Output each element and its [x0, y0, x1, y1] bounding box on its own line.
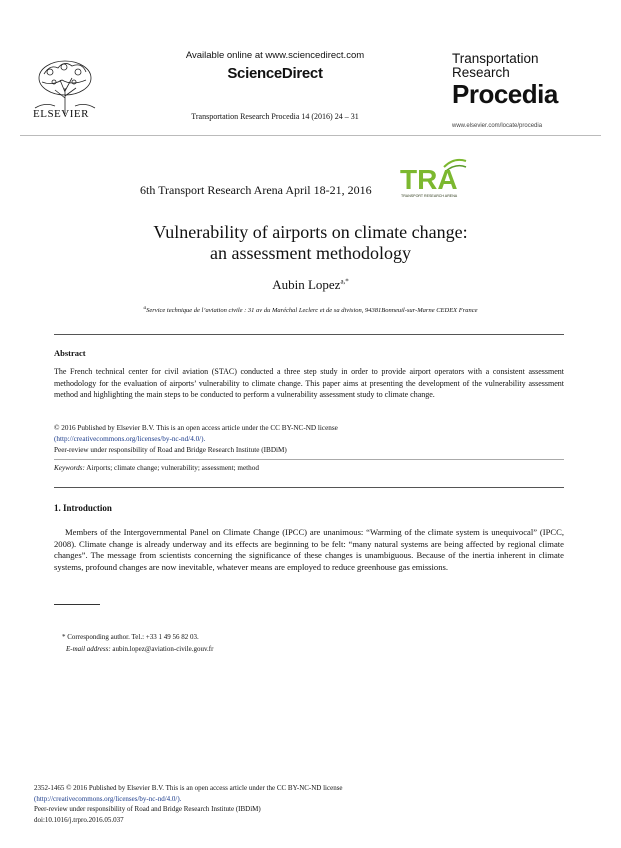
author-name: Aubin Lopez	[272, 277, 341, 292]
footer-doi[interactable]: doi:10.1016/j.trpro.2016.05.037	[34, 815, 124, 824]
abstract-top-rule	[54, 334, 564, 335]
keywords	[54, 464, 259, 472]
procedia-logo	[452, 52, 592, 108]
license-line-1: © 2016 Published by Elsevier B.V. This is an open access article under the CC BY-NC-ND license	[54, 424, 338, 432]
sciencedirect-brand: ScienceDirect	[227, 65, 323, 82]
elsevier-wordmark: ELSEVIER	[33, 108, 89, 120]
section-heading-introduction: 1. Introduction	[54, 503, 112, 513]
license-line-3: Peer-review under responsibility of Road and Bridge Research Institute (IBDiM)	[54, 446, 287, 454]
journal-reference: Transportation Research Procedia 14 (2016) 24 – 31	[191, 112, 359, 121]
tra-logo	[400, 153, 468, 205]
keywords-text: Airports; climate change; vulnerability; assessment; method	[84, 464, 259, 472]
title-line-1: Vulnerability of airports on climate change:	[153, 222, 468, 242]
tra-logo-text: TRA	[400, 164, 458, 195]
title-line-2: an assessment methodology	[210, 243, 411, 263]
tra-logo-subtext: TRANSPORT RESEARCH ARENA	[401, 194, 458, 198]
affiliation-mark: a	[143, 305, 147, 311]
introduction-paragraph: Members of the Intergovernmental Panel on Climate Change (IPCC) are unanimous: “Warming of the climate system is unequivocal” (IPCC, 2008). Climate change is already underway and its effects are beginning to be felt: “many natural systems are being affected by regional climate changes”. The message from scientists concerning the significance of these changes is unambiguous. Because of the inertia inherent in climate systems, profound changes are now inevitable, whatever means are employed to reduce greenhouse gas emissions.	[54, 527, 564, 572]
abstract-text: The French technical center for civil aviation (STAC) conducted a three step study in order to provide airport operators with a consistent assessment methodology for the evaluation of airports’ vulnerability to climate change. This paper aims at presenting the development of the vulnerability assessment method and highlighting the main steps to be conducted to perform a vulnerability assessment study to climate change.	[54, 367, 564, 399]
procedia-logo-line3: Procedia	[452, 79, 558, 109]
affiliation-text: Service technique de l’aviation civile : 31 av du Maréchal Leclerc et de sa division, 94381Bonneuil-sur-Marne CEDEX France	[146, 307, 478, 315]
procedia-url: www.elsevier.com/locate/procedia	[452, 123, 543, 129]
article-title	[0, 222, 621, 264]
footnote-rule	[54, 604, 100, 605]
author-affiliation-mark: a,	[340, 277, 346, 286]
footer-issn-license: 2352-1465 © 2016 Published by Elsevier B.V. This is an open access article under the CC BY-NC-ND license	[34, 784, 343, 792]
license-link[interactable]: (http://creativecommons.org/licenses/by-nc-nd/4.0/).	[54, 435, 206, 443]
email-note	[66, 645, 213, 653]
license-block	[54, 423, 564, 456]
procedia-logo-line1: Transportation	[452, 51, 539, 66]
author-corresponding-mark: *	[345, 277, 349, 286]
procedia-logo-line2: Research	[452, 65, 510, 80]
author-line	[0, 277, 621, 293]
footer-license-link[interactable]: (http://creativecommons.org/licenses/by-nc-nd/4.0/).	[34, 794, 182, 803]
affiliation	[0, 305, 621, 314]
keywords-label: Keywords:	[54, 464, 85, 472]
footer-peer-review: Peer-review under responsibility of Road and Bridge Research Institute (IBDiM)	[34, 805, 261, 814]
conference-name: 6th Transport Research Arena April 18-21, 2016	[140, 183, 372, 197]
abstract-bottom-rule	[54, 487, 564, 488]
available-online-text: Available online at www.sciencedirect.com	[185, 50, 365, 61]
header-divider	[20, 135, 601, 136]
email-label: E-mail address:	[66, 645, 111, 653]
email-address[interactable]: aubin.lopez@aviation-civile.gouv.fr	[110, 645, 214, 653]
corresponding-author-note: * Corresponding author. Tel.: +33 1 49 56 82 03.	[62, 633, 199, 641]
page-footer	[34, 783, 594, 825]
keywords-rule	[54, 459, 564, 460]
abstract-heading: Abstract	[54, 348, 86, 358]
